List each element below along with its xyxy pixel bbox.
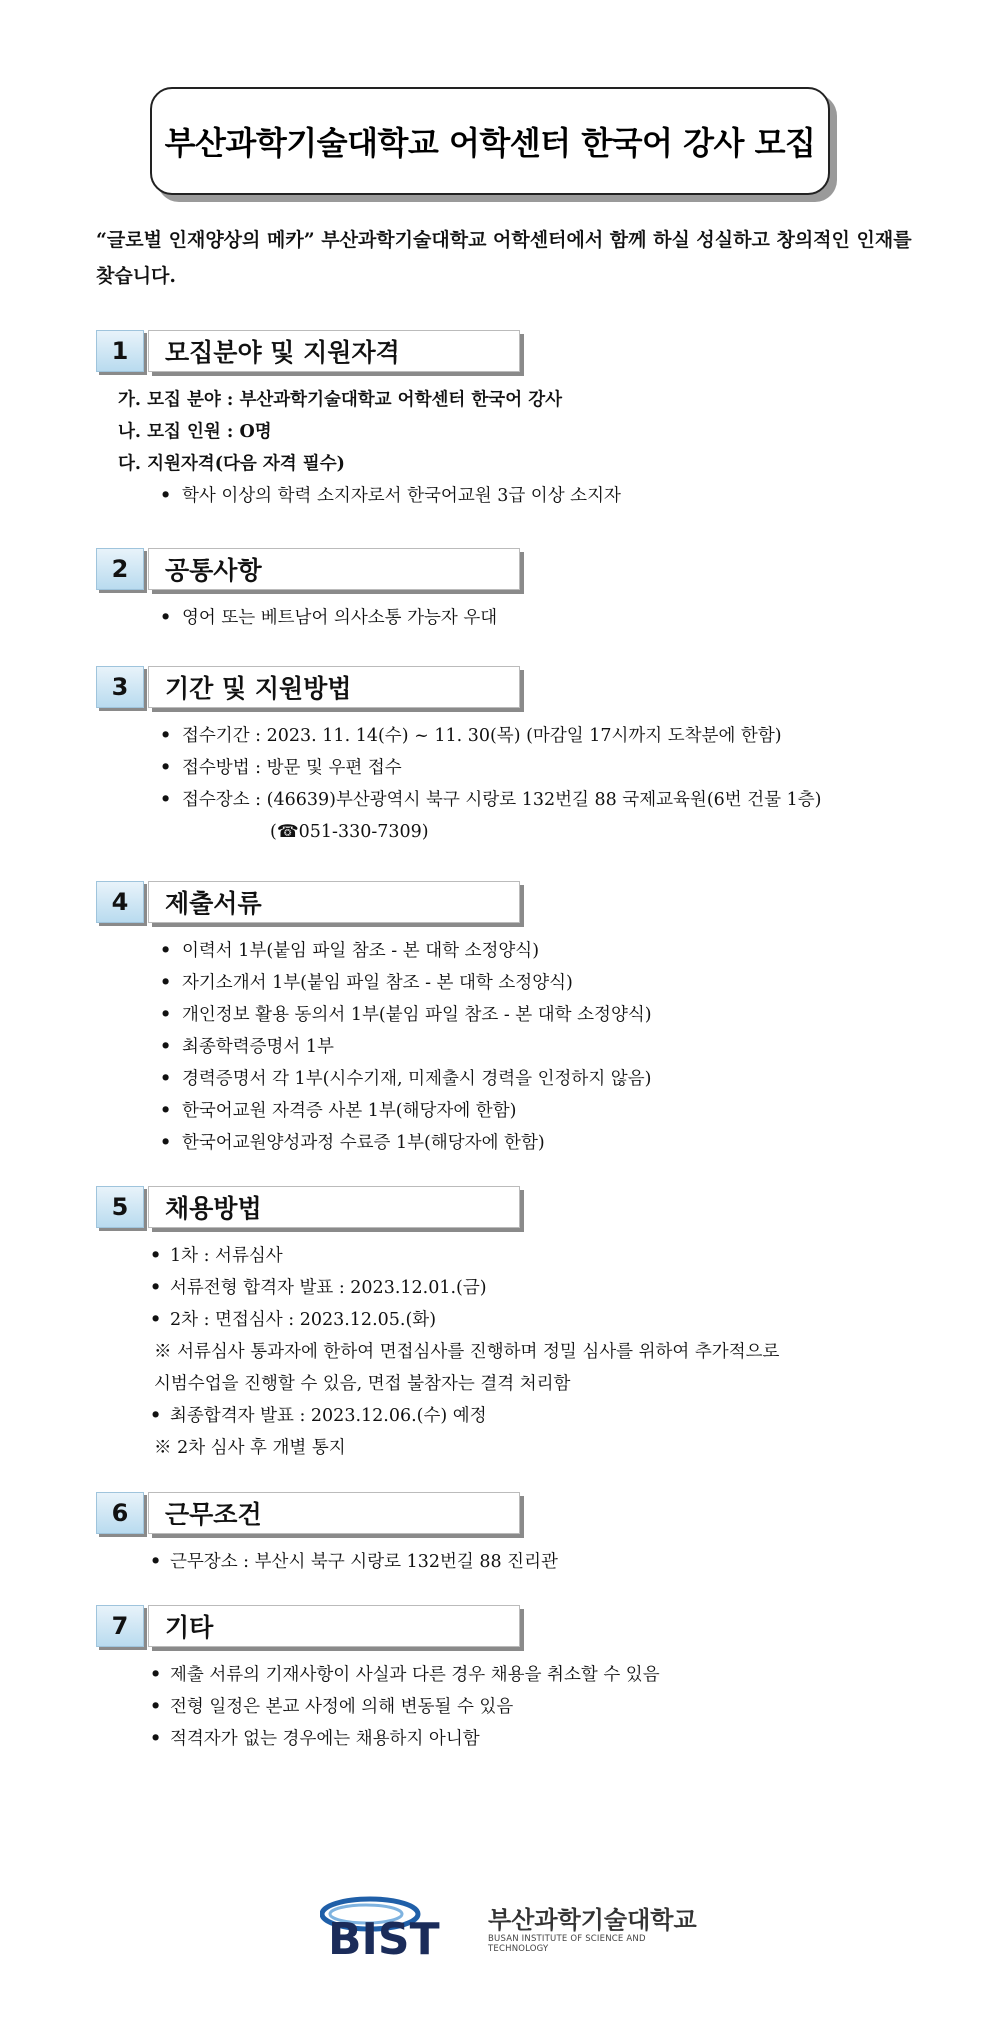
bullet-item: • 학사 이상의 학력 소지자로서 한국어교원 3급 이상 소지자 [0, 480, 992, 512]
bullet-item: • 제출 서류의 기재사항이 사실과 다른 경우 채용을 취소할 수 있음 [0, 1659, 992, 1691]
note-item: ※ 서류심사 통과자에 한하여 면접심사를 진행하며 정밀 심사를 위하여 추가적으로 [154, 1342, 780, 1362]
section-header [0, 330, 992, 376]
bullet-item: • 최종합격자 발표 : 2023.12.06.(수) 예정 [0, 1400, 992, 1432]
section-header [0, 1186, 992, 1232]
logo-name-en: BUSAN INSTITUTE OF SCIENCE AND TECHNOLOGY [488, 1934, 646, 1954]
section-title: 근무조건 [148, 1492, 520, 1534]
section-number: 7 [96, 1605, 144, 1647]
section-header [0, 666, 992, 712]
section-title: 기타 [148, 1605, 520, 1647]
section-title: 기간 및 지원방법 [148, 666, 520, 708]
bullet-item: • 한국어교원 자격증 사본 1부(해당자에 한함) [0, 1095, 992, 1127]
section-5 [0, 1186, 992, 1464]
section-2 [0, 548, 992, 634]
sub-item: 가. 모집 분야 : 부산과학기술대학교 어학센터 한국어 강사 [118, 390, 563, 410]
section-6 [0, 1492, 992, 1578]
section-4 [0, 881, 992, 1159]
bist-logo [320, 1890, 700, 1960]
section-3 [0, 666, 992, 848]
bist-logo-mark-icon [320, 1890, 480, 1960]
page-title: 부산과학기술대학교 어학센터 한국어 강사 모집 [164, 124, 816, 162]
section-7 [0, 1605, 992, 1755]
note-item: ※ 2차 심사 후 개별 통지 [154, 1438, 346, 1458]
bullet-item: • 접수기간 : 2023. 11. 14(수) ~ 11. 30(목) (마감일 17시까지 도착분에 한함) [0, 720, 992, 752]
section-number: 3 [96, 666, 144, 708]
section-number: 4 [96, 881, 144, 923]
bullet-item: • 자기소개서 1부(붙임 파일 참조 - 본 대학 소정양식) [0, 967, 992, 999]
bullet-item: • 접수방법 : 방문 및 우편 접수 [0, 752, 992, 784]
section-number: 5 [96, 1186, 144, 1228]
bullet-item: • 적격자가 없는 경우에는 채용하지 아니함 [0, 1723, 992, 1755]
intro-text: “글로벌 인재양상의 메카” 부산과학기술대학교 어학센터에서 함께 하실 성실하고 창의적인 인재를 찾습니다. [96, 229, 912, 287]
bullet-item: • 전형 일정은 본교 사정에 의해 변동될 수 있음 [0, 1691, 992, 1723]
section-number: 1 [96, 330, 144, 372]
logo-mark-text: BIST [328, 1914, 440, 1960]
section-title: 공통사항 [148, 548, 520, 590]
section-number: 2 [96, 548, 144, 590]
section-number: 6 [96, 1492, 144, 1534]
section-title: 모집분야 및 지원자격 [148, 330, 520, 372]
title-box [150, 87, 830, 195]
bullet-item: • 서류전형 합격자 발표 : 2023.12.01.(금) [0, 1272, 992, 1304]
section-title: 채용방법 [148, 1186, 520, 1228]
bullet-item: • 한국어교원양성과정 수료증 1부(해당자에 한함) [0, 1127, 992, 1159]
section-1 [0, 330, 992, 512]
phone-number: (☎051-330-7309) [270, 822, 429, 842]
section-header [0, 881, 992, 927]
note-continuation: 시범수업을 진행할 수 있음, 면접 불참자는 결격 처리함 [154, 1374, 571, 1394]
bullet-item: • 1차 : 서류심사 [0, 1240, 992, 1272]
bullet-item: • 이력서 1부(붙임 파일 참조 - 본 대학 소정양식) [0, 935, 992, 967]
sub-item: 나. 모집 인원 : O명 [118, 422, 272, 442]
bullet-item: • 개인정보 활용 동의서 1부(붙임 파일 참조 - 본 대학 소정양식) [0, 999, 992, 1031]
sub-item: 다. 지원자격(다음 자격 필수) [118, 454, 345, 474]
section-header [0, 548, 992, 594]
bullet-item: • 접수장소 : (46639)부산광역시 북구 시랑로 132번길 88 국제교육원(6번 건물 1층) [0, 784, 992, 816]
bullet-item: • 최종학력증명서 1부 [0, 1031, 992, 1063]
bullet-item: • 영어 또는 베트남어 의사소통 가능자 우대 [0, 602, 992, 634]
bullet-item: • 2차 : 면접심사 : 2023.12.05.(화) [0, 1304, 992, 1336]
logo-name-ko: 부산과학기술대학교 [488, 1906, 697, 1934]
bullet-item: • 경력증명서 각 1부(시수기재, 미제출시 경력을 인정하지 않음) [0, 1063, 992, 1095]
section-header [0, 1492, 992, 1538]
bullet-item: • 근무장소 : 부산시 북구 시랑로 132번길 88 진리관 [0, 1546, 992, 1578]
section-title: 제출서류 [148, 881, 520, 923]
section-header [0, 1605, 992, 1651]
